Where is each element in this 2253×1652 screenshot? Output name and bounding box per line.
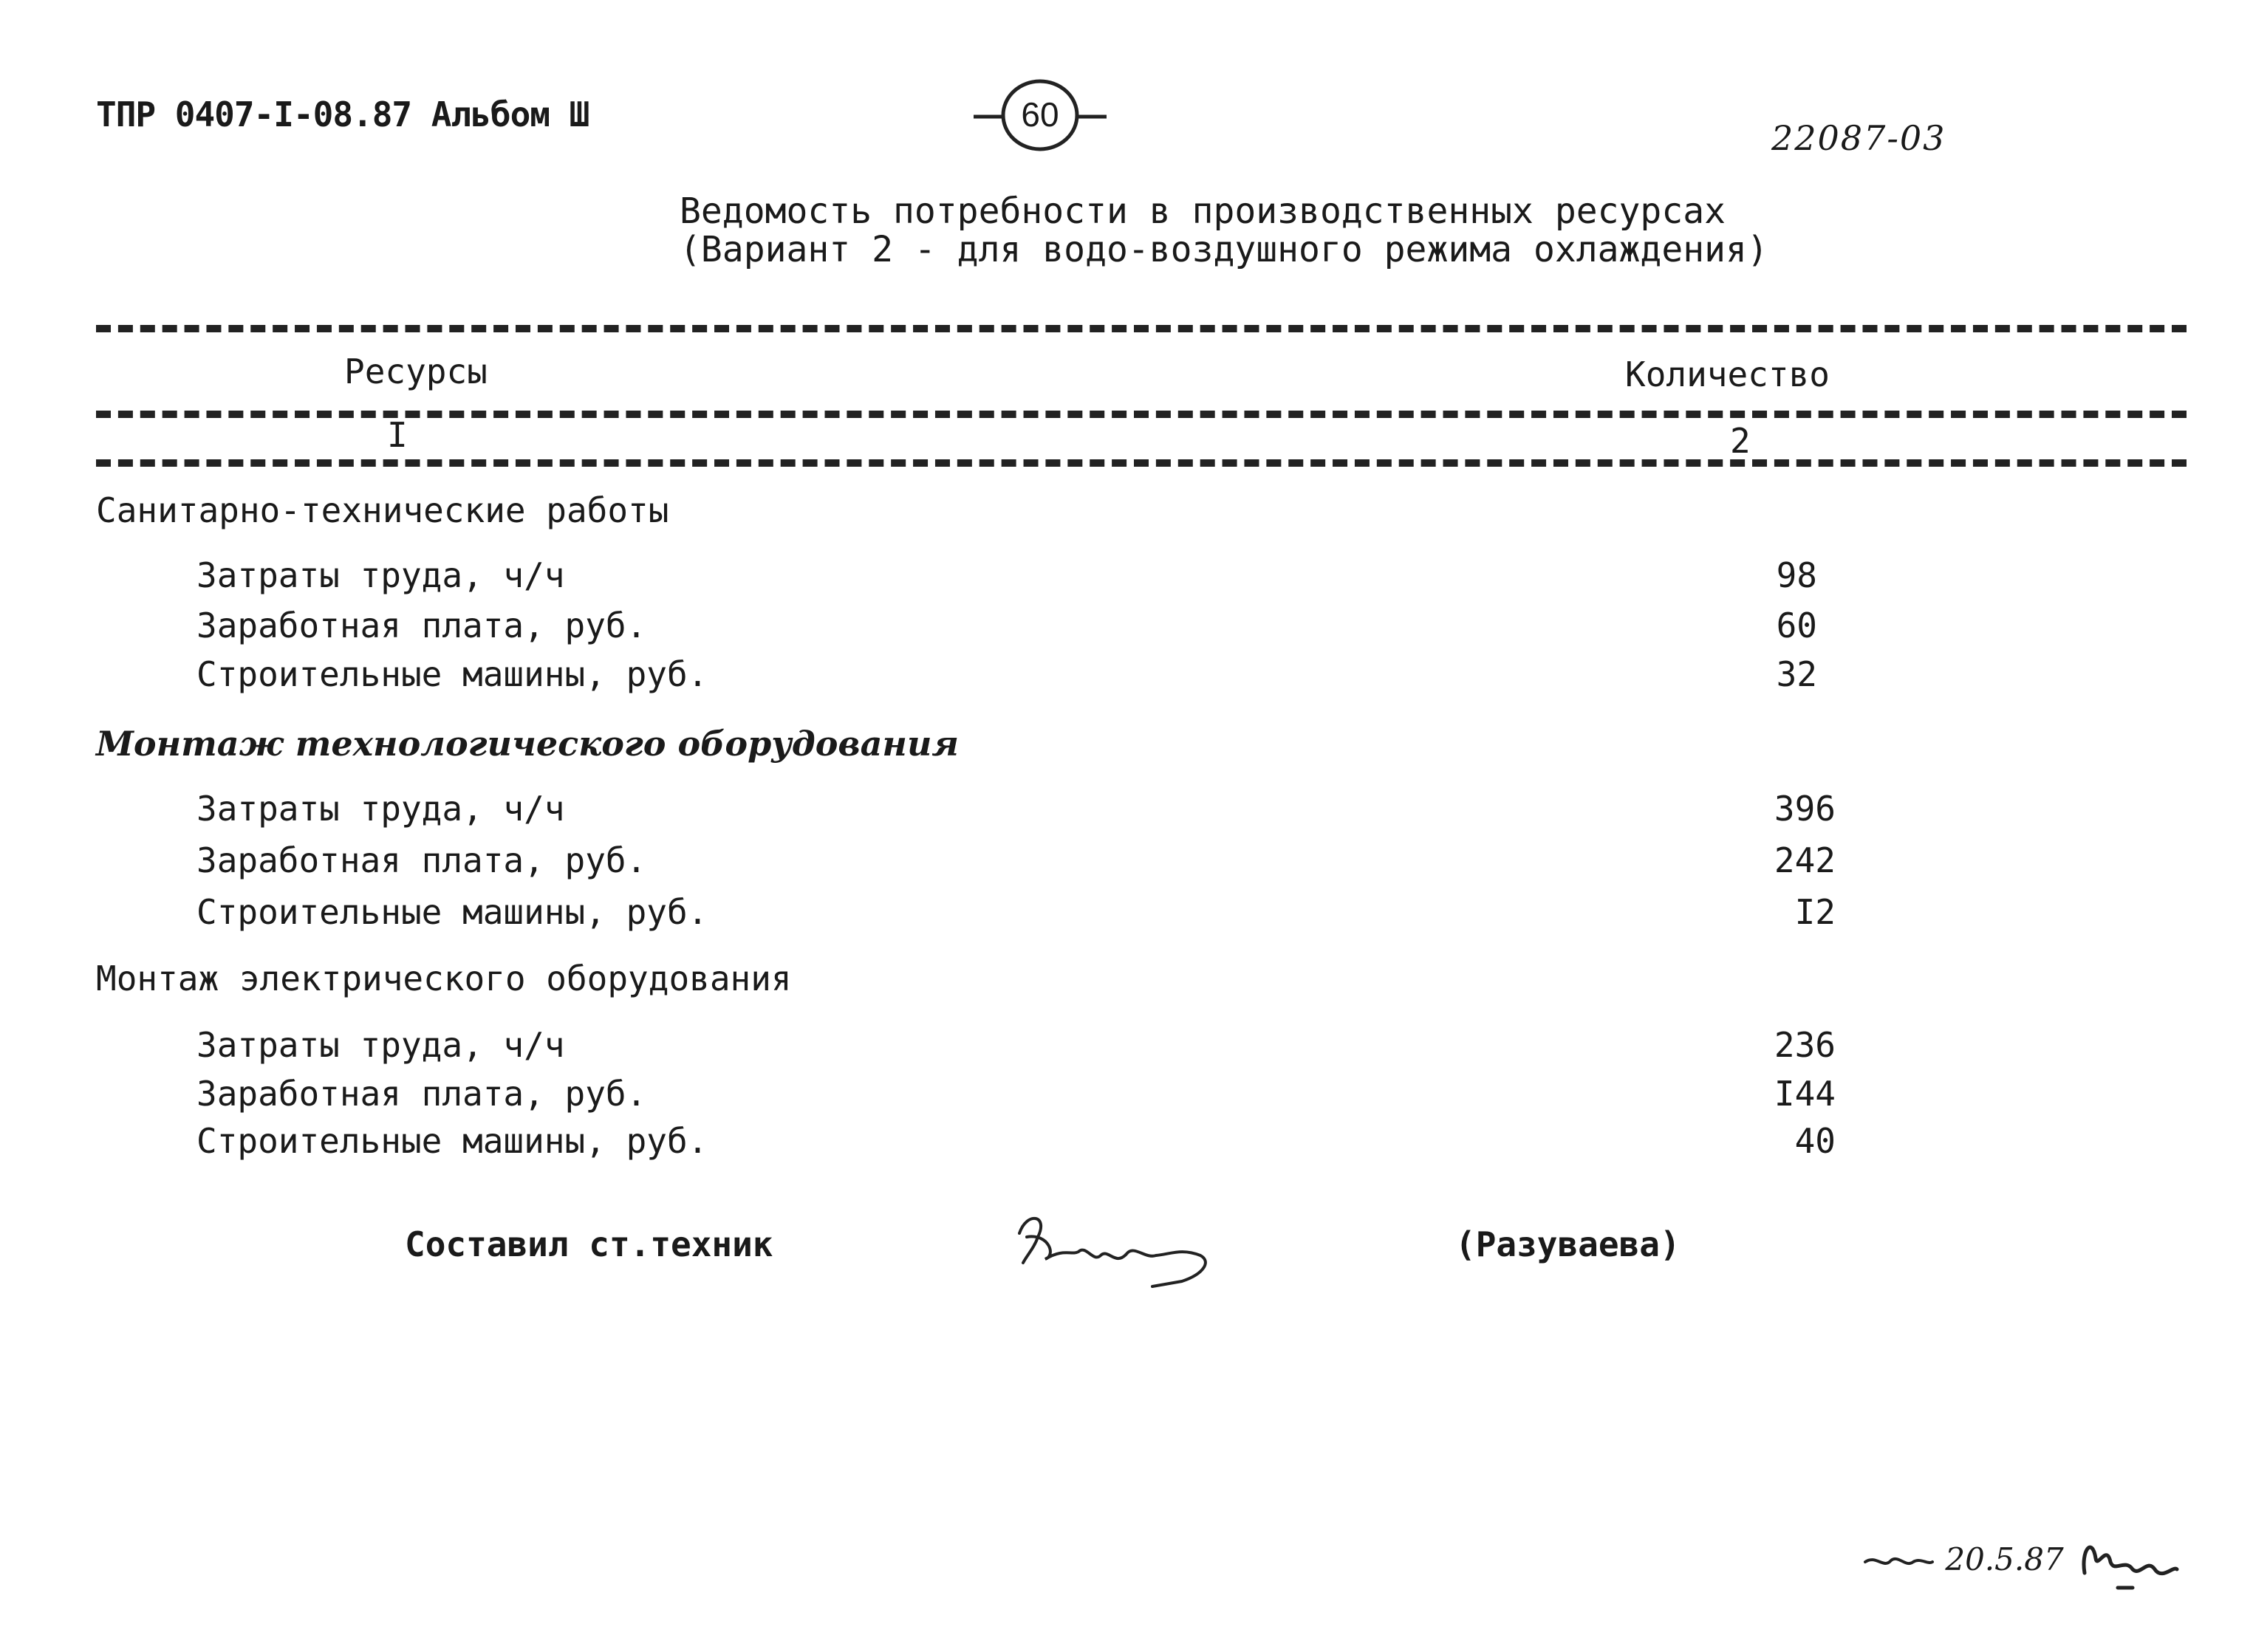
row-label: Строительные машины, руб.: [196, 1121, 708, 1161]
row-value: 236: [1774, 1025, 1836, 1065]
title-line-2: (Вариант 2 - для водо-воздушного режима охлаждения): [680, 229, 1768, 270]
row-value: 40: [1794, 1121, 1836, 1161]
compiled-by-name: (Разуваева): [1455, 1224, 1681, 1264]
page-number: 60: [1021, 95, 1059, 134]
table-divider-top: [96, 325, 2187, 332]
table-divider-bottom: [96, 459, 2187, 467]
column-header-quantity: Количество: [1625, 354, 1830, 394]
page-number-badge: [974, 74, 1107, 155]
row-label: Строительные машины, руб.: [196, 892, 708, 932]
document-code: 22087-03: [1771, 118, 1946, 158]
row-value: 32: [1776, 654, 1817, 694]
row-value: 242: [1774, 840, 1836, 880]
row-label: Затраты труда, ч/ч: [196, 1025, 565, 1065]
column-number-2: 2: [1730, 421, 1751, 461]
compiled-by-label: Составил ст.техник: [405, 1224, 773, 1264]
row-label: Затраты труда, ч/ч: [196, 555, 565, 595]
section-title-electrical-equipment: Монтаж электрического оборудования: [96, 959, 792, 998]
row-value: 60: [1776, 606, 1817, 645]
row-value: 98: [1776, 555, 1817, 595]
handwritten-signature: [1005, 1204, 1226, 1300]
handwritten-scribble: [1861, 1540, 1935, 1584]
document-title: [680, 192, 1768, 269]
album-reference: ТПР 0407-I-08.87 Альбом Ш: [96, 95, 589, 134]
row-label: Заработная плата, руб.: [196, 606, 647, 645]
handwritten-date-note: [1861, 1529, 2184, 1595]
title-line-1: Ведомость потребности в производственных ресурсах: [680, 191, 1726, 232]
section-title-plumbing: Санитарно-технические работы: [96, 490, 669, 530]
row-value: I44: [1774, 1074, 1836, 1114]
handwritten-initials: [2073, 1529, 2184, 1595]
row-label: Строительные машины, руб.: [196, 654, 708, 694]
section-title-technological-equipment: Монтаж технологического оборудования: [96, 724, 960, 764]
handwritten-date: 20.5.87: [1945, 1541, 2064, 1577]
row-value: 396: [1774, 789, 1836, 829]
table-divider-middle: [96, 411, 2187, 418]
row-value: I2: [1794, 892, 1836, 932]
row-label: Заработная плата, руб.: [196, 1074, 647, 1114]
row-label: Заработная плата, руб.: [196, 840, 647, 880]
column-number-1: I: [387, 415, 408, 455]
row-label: Затраты труда, ч/ч: [196, 789, 565, 829]
column-header-resources: Ресурсы: [344, 352, 488, 391]
